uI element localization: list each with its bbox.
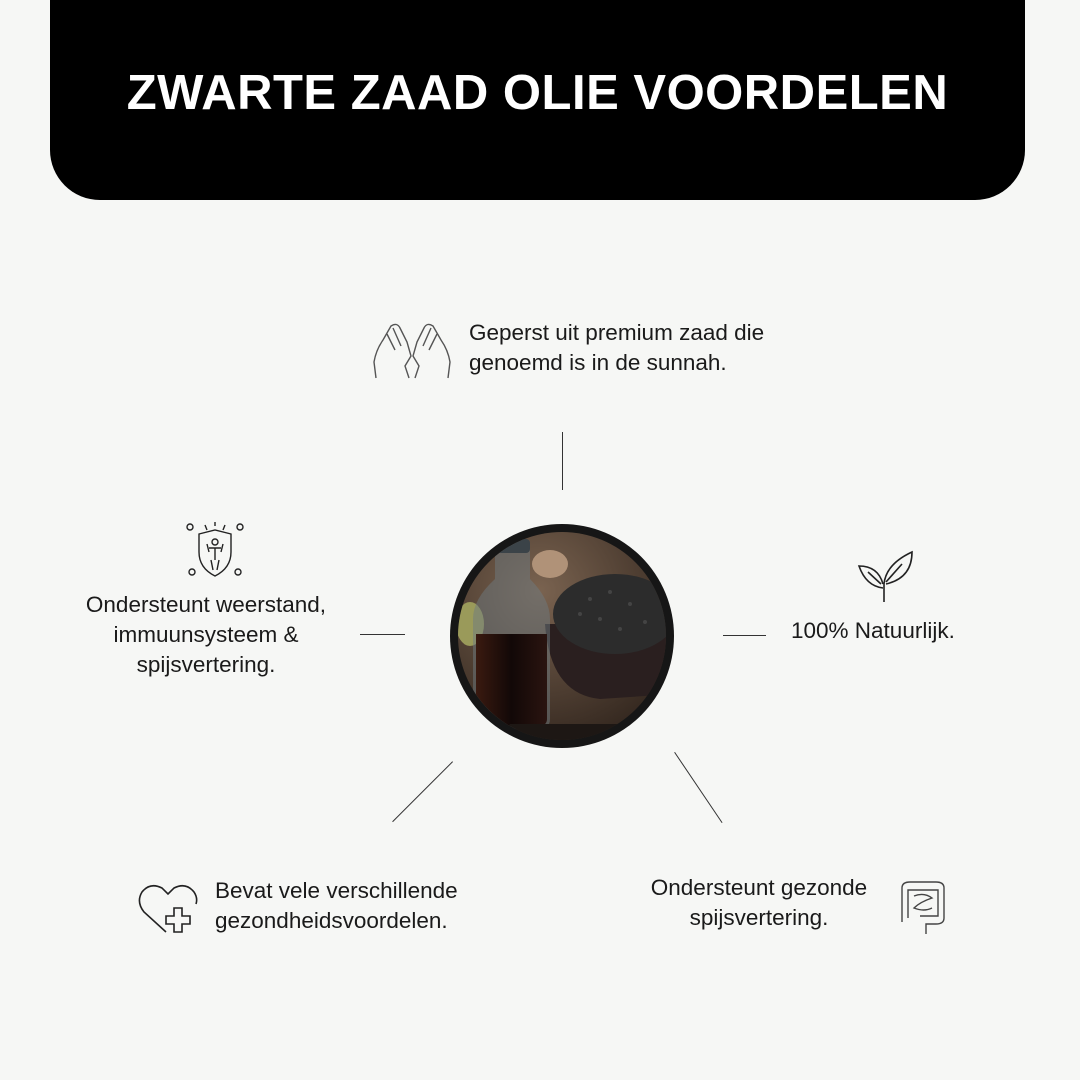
benefit-bottom-right-text xyxy=(630,873,888,933)
leaf-icon xyxy=(856,548,916,604)
connector-bottom-left xyxy=(392,761,453,822)
black-seed-oil-photo xyxy=(450,524,674,748)
benefit-top-line2: genoemd is in de sunnah. xyxy=(469,350,727,375)
connector-top xyxy=(562,432,563,490)
benefit-bottom-left-line2: gezondheidsvoordelen. xyxy=(215,908,448,933)
benefit-bottom-right-line2: spijsvertering. xyxy=(689,905,829,930)
immune-shield-icon xyxy=(185,522,245,580)
benefit-top-text xyxy=(469,318,764,378)
intestine-icon xyxy=(896,878,950,938)
benefit-bottom-left-text xyxy=(215,876,458,936)
connector-left xyxy=(360,634,405,635)
praying-hands-icon xyxy=(373,320,451,380)
benefit-left-text xyxy=(60,590,352,680)
benefit-right-text xyxy=(791,616,955,646)
benefit-left-line2: immuunsysteem & xyxy=(113,622,299,647)
connector-bottom-right xyxy=(674,752,722,823)
header-banner xyxy=(50,0,1025,200)
benefit-top-line1: Geperst uit premium zaad die xyxy=(469,320,765,345)
benefit-bottom-right-line1: Ondersteunt gezonde xyxy=(650,875,868,900)
benefit-left-line1: Ondersteunt weerstand, xyxy=(85,592,327,617)
connector-right xyxy=(723,635,766,636)
benefit-bottom-left-line1: Bevat vele verschillende xyxy=(215,878,458,903)
benefit-left-line3: spijsvertering. xyxy=(136,652,276,677)
heart-plus-icon xyxy=(136,882,200,936)
page-title: ZWARTE ZAAD OLIE VOORDELEN xyxy=(126,66,949,120)
benefit-right-line1: 100% Natuurlijk. xyxy=(791,618,955,643)
